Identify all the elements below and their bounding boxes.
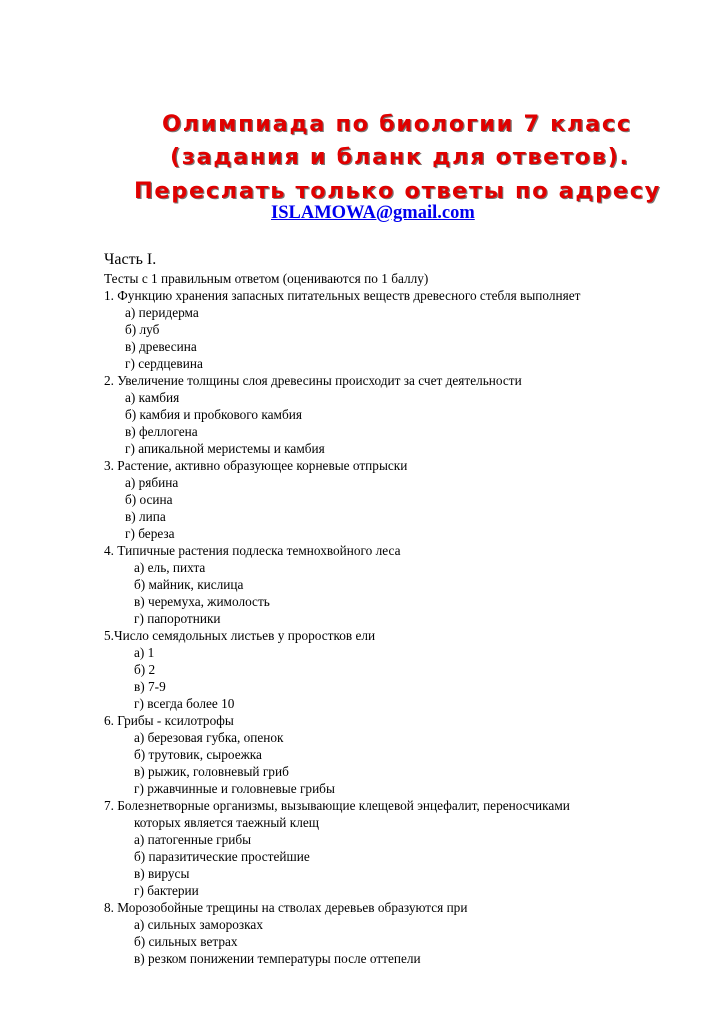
- option: в) липа: [125, 509, 166, 524]
- option: г) всегда более 10: [134, 696, 235, 711]
- option: г) ржавчинные и головневые грибы: [134, 781, 335, 796]
- question-4: 4. Типичные растения подлеска темнохвойного леса: [104, 543, 401, 558]
- title-line-2: (задания и бланк для ответов).: [170, 144, 630, 170]
- option: в) резком понижении температуры после оттепели: [134, 951, 421, 966]
- option: б) трутовик, сыроежка: [134, 747, 262, 762]
- option: в) вирусы: [134, 866, 190, 881]
- option: в) черемуха, жимолость: [134, 594, 270, 609]
- part-title: Часть I.: [104, 251, 157, 268]
- question-1: 1. Функцию хранения запасных питательных веществ древесного стебля выполняет: [104, 288, 581, 303]
- email-link[interactable]: ISLAMOWA@gmail.com: [271, 203, 475, 223]
- option: г) сердцевина: [125, 356, 203, 371]
- option: а) патогенные грибы: [134, 832, 252, 847]
- option: в) 7-9: [134, 679, 166, 694]
- option: в) древесина: [125, 339, 197, 354]
- title-line-3: Переслать только ответы по адресу: [134, 178, 661, 204]
- option: а) сильных заморозках: [134, 917, 263, 932]
- option: б) луб: [125, 322, 160, 337]
- option: а) 1: [134, 645, 155, 660]
- question-8: 8. Морозобойные трещины на стволах деревьев образуются при: [104, 900, 468, 915]
- title-line-1: Олимпиада по биологии 7 класс: [162, 111, 632, 137]
- option: б) 2: [134, 662, 156, 677]
- question-7-continuation: которых является таежный клещ: [134, 815, 319, 830]
- test-content: [104, 250, 724, 967]
- option: б) паразитические простейшие: [134, 849, 310, 864]
- option: б) майник, кислица: [134, 577, 244, 592]
- option: г) папоротники: [134, 611, 221, 626]
- option: г) бактерии: [134, 883, 199, 898]
- question-7: 7. Болезнетворные организмы, вызывающие клещевой энцефалит, переносчиками: [104, 798, 570, 813]
- option: в) феллогена: [125, 424, 198, 439]
- option: а) перидерма: [125, 305, 199, 320]
- option: а) рябина: [125, 475, 179, 490]
- part-intro: Тесты с 1 правильным ответом (оцениваются по 1 баллу): [104, 271, 429, 286]
- question-2: 2. Увеличение толщины слоя древесины происходит за счет деятельности: [104, 373, 522, 388]
- question-3: 3. Растение, активно образующее корневые отпрыски: [104, 458, 408, 473]
- option: г) апикальной меристемы и камбия: [125, 441, 325, 456]
- option: а) березовая губка, опенок: [134, 730, 284, 745]
- option: а) ель, пихта: [134, 560, 206, 575]
- option: б) сильных ветрах: [134, 934, 238, 949]
- option: б) камбия и пробкового камбия: [125, 407, 302, 422]
- option: б) осина: [125, 492, 173, 507]
- option: в) рыжик, головневый гриб: [134, 764, 289, 779]
- option: а) камбия: [125, 390, 180, 405]
- question-5: 5.Число семядольных листьев у проростков ели: [104, 628, 376, 643]
- question-6: 6. Грибы - ксилотрофы: [104, 713, 234, 728]
- option: г) береза: [125, 526, 175, 541]
